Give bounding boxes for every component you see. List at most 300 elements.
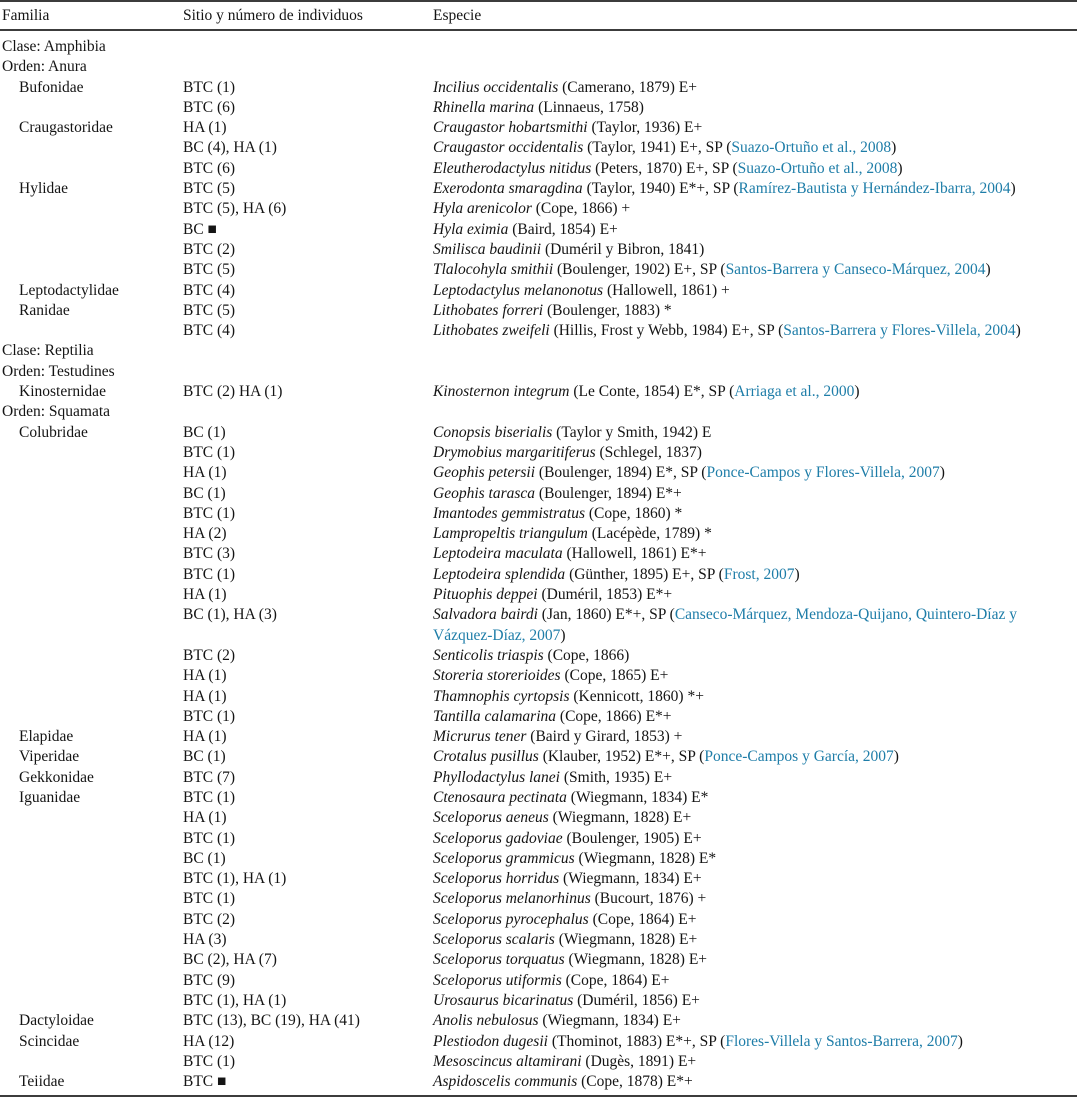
species-authority: (Boulenger, 1905) E+ [562, 829, 702, 847]
family-cell [0, 98, 183, 118]
species-name: Kinosternon integrum [433, 383, 570, 401]
family-cell [0, 910, 183, 930]
species-name: Hyla eximia [433, 220, 509, 238]
species-cell [433, 1032, 1077, 1052]
species-cell [433, 991, 1077, 1011]
site-cell: BTC (1), HA (1) [183, 991, 287, 1009]
family-cell: Iguanidae [19, 788, 81, 806]
column-header-familia: Familia [2, 6, 50, 24]
taxon-group-label: Orden: Anura [2, 58, 87, 76]
species-authority: (Boulenger, 1894) E*+ [535, 484, 682, 502]
site-cell: BTC (2) [183, 910, 236, 928]
species-authority: (Lacépède, 1789) * [587, 525, 712, 543]
species-authority: (Dugès, 1891) E+ [581, 1052, 697, 1070]
species-authority: (Wiegmann, 1828) E+ [548, 809, 692, 827]
family-cell [0, 504, 183, 524]
table-row [0, 666, 1077, 686]
species-authority: (Hillis, Frost y Webb, 1984) E+, SP ( [549, 322, 784, 340]
site-cell: HA (1) [183, 809, 227, 827]
species-authority: (Duméril y Bibron, 1841) [541, 240, 705, 258]
citation-close-paren: ) [985, 261, 991, 279]
table-row [0, 524, 1077, 544]
species-name: Hyla arenicolor [433, 200, 532, 218]
species-cell [433, 889, 1077, 909]
species-cell [433, 869, 1077, 889]
family-cell: Craugastoridae [19, 119, 113, 137]
species-cell [433, 443, 1077, 463]
species-name: Phyllodactylus lanei [433, 768, 560, 786]
citation-link[interactable]: Santos-Barrera y Flores-Villela, 2004 [783, 322, 1016, 340]
site-cell: BTC (1) [183, 1052, 236, 1070]
family-cell [0, 260, 183, 280]
species-authority: (Duméril, 1853) E*+ [537, 586, 673, 604]
taxon-group-row [0, 341, 1077, 361]
site-cell: BC (4), HA (1) [183, 139, 277, 157]
site-cell: HA (12) [183, 1032, 235, 1050]
site-cell: BTC (1) [183, 504, 236, 522]
species-cell [433, 565, 1077, 585]
family-cell [0, 646, 183, 666]
site-cell: BTC (6) [183, 159, 236, 177]
site-cell: BTC ■ [183, 1073, 227, 1091]
family-cell [0, 321, 183, 341]
species-authority: (Schlegel, 1837) [595, 443, 702, 461]
family-cell [0, 159, 183, 179]
species-name: Smilisca baudinii [433, 240, 542, 258]
site-cell: BC (1) [183, 484, 226, 502]
species-authority: (Cope, 1866) + [531, 200, 631, 218]
species-authority: (Wiegmann, 1828) E* [574, 849, 717, 867]
citation-link[interactable]: Suazo-Ortuño et al., 2008 [737, 159, 898, 177]
species-authority: (Boulenger, 1894) E*, SP ( [535, 464, 707, 482]
species-authority: (Boulenger, 1883) * [543, 301, 672, 319]
species-name: Sceloporus utiformis [433, 971, 562, 989]
table-row [0, 930, 1077, 950]
species-authority: (Cope, 1866) E*+ [556, 707, 672, 725]
table-row [0, 544, 1077, 564]
table-row [0, 889, 1077, 909]
table-row [0, 443, 1077, 463]
species-name: Mesoscincus altamirani [433, 1052, 582, 1070]
table-row [0, 910, 1077, 930]
species-name: Lampropeltis triangulum [433, 525, 588, 543]
table-row [0, 423, 1077, 443]
site-cell: BTC (5), HA (6) [183, 200, 287, 218]
species-cell [433, 687, 1077, 707]
species-name: Micrurus tener [433, 728, 527, 746]
table-row [0, 179, 1077, 199]
family-cell [0, 443, 183, 463]
species-name: Incilius occidentalis [433, 78, 559, 96]
species-name: Urosaurus bicarinatus [433, 991, 574, 1009]
table-row [0, 1011, 1077, 1031]
species-cell [433, 199, 1077, 219]
table-row [0, 849, 1077, 869]
site-cell: BTC (9) [183, 971, 236, 989]
table-row [0, 808, 1077, 828]
taxon-group-row [0, 57, 1077, 77]
table-row [0, 788, 1077, 808]
species-name: Sceloporus aeneus [433, 809, 549, 827]
family-cell [0, 869, 183, 889]
species-authority: (Taylor, 1936) E+ [587, 119, 703, 137]
species-authority: (Le Conte, 1854) E*, SP ( [569, 383, 735, 401]
species-cell [433, 605, 1077, 646]
species-name: Senticolis triaspis [433, 646, 544, 664]
species-name: Salvadora bairdi [433, 606, 538, 624]
site-cell: HA (1) [183, 667, 227, 685]
family-cell [0, 687, 183, 707]
site-cell: BTC (4) [183, 281, 236, 299]
table-row [0, 382, 1077, 402]
table-row [0, 768, 1077, 788]
citation-link[interactable]: Ramírez-Bautista y Hernández-Ibarra, 2004 [738, 180, 1011, 198]
family-cell [0, 565, 183, 585]
species-name: Anolis nebulosus [433, 1012, 539, 1030]
species-cell [433, 118, 1077, 138]
species-name: Craugastor hobartsmithi [433, 119, 588, 137]
site-cell: BTC (6) [183, 98, 236, 116]
species-authority: (Wiegmann, 1828) E+ [564, 951, 708, 969]
family-cell [0, 240, 183, 260]
species-cell [433, 910, 1077, 930]
species-cell [433, 463, 1077, 483]
taxon-group-label: Orden: Squamata [2, 403, 111, 421]
citation-close-paren: ) [957, 1032, 963, 1050]
species-name: Aspidoscelis communis [433, 1073, 578, 1091]
family-cell [0, 463, 183, 483]
species-cell [433, 423, 1077, 443]
citation-close-paren: ) [893, 748, 899, 766]
species-authority: (Wiegmann, 1834) E+ [559, 870, 702, 888]
species-name: Crotalus pusillus [433, 748, 539, 766]
family-cell [0, 829, 183, 849]
species-name: Rhinella marina [433, 98, 535, 116]
table-row [0, 281, 1077, 301]
site-cell: HA (1) [183, 586, 227, 604]
species-name: Conopsis biserialis [433, 423, 553, 441]
taxon-group-row [0, 37, 1077, 57]
species-cell [433, 382, 1077, 402]
species-authority: (Hallowell, 1861) E*+ [562, 545, 707, 563]
citation-link[interactable]: Ponce-Campos y García, 2007 [704, 748, 894, 766]
site-cell: BTC (1) [183, 829, 236, 847]
species-authority: (Taylor y Smith, 1942) E [552, 423, 712, 441]
species-name: Sceloporus melanorhinus [433, 890, 591, 908]
table-row [0, 869, 1077, 889]
family-cell [0, 849, 183, 869]
species-authority: (Wiegmann, 1834) E* [566, 788, 709, 806]
site-cell: BC (2), HA (7) [183, 951, 277, 969]
taxon-group-row [0, 362, 1077, 382]
site-cell: BTC (1) [183, 788, 236, 806]
table-row [0, 301, 1077, 321]
species-cell [433, 260, 1077, 280]
family-cell [0, 138, 183, 158]
site-cell: BTC (1) [183, 78, 236, 96]
site-cell: BTC (7) [183, 768, 236, 786]
citation-link[interactable]: Arriaga et al., 2000 [734, 383, 855, 401]
species-authority: (Baird y Girard, 1853) + [526, 728, 683, 746]
species-authority: (Camerano, 1879) E+ [558, 78, 697, 96]
taxon-group-label: Clase: Amphibia [2, 38, 106, 55]
table-row [0, 484, 1077, 504]
species-authority: (Linnaeus, 1758) [534, 98, 644, 116]
family-cell [0, 484, 183, 504]
species-name: Sceloporus gadoviae [433, 829, 563, 847]
family-cell [0, 930, 183, 950]
site-cell: BTC (1), HA (1) [183, 870, 287, 888]
site-cell: BTC (1) [183, 890, 236, 908]
table-row [0, 1072, 1077, 1092]
family-cell: Colubridae [19, 423, 88, 441]
species-name: Sceloporus scalaris [433, 931, 555, 949]
species-cell [433, 950, 1077, 970]
species-authority: (Günther, 1895) E+, SP ( [565, 565, 724, 583]
species-cell [433, 930, 1077, 950]
site-cell: BC (1), HA (3) [183, 606, 277, 624]
table-row [0, 118, 1077, 138]
family-cell: Gekkonidae [19, 768, 94, 786]
citation-link[interactable]: Frost, 2007 [723, 565, 795, 583]
family-cell [0, 707, 183, 727]
species-authority: (Cope, 1865) E+ [560, 667, 669, 685]
family-cell: Kinosternidae [19, 383, 106, 401]
table-row [0, 971, 1077, 991]
site-cell: BTC (4) [183, 322, 236, 340]
citation-close-paren: ) [891, 139, 897, 157]
species-cell [433, 301, 1077, 321]
species-authority: (Smith, 1935) E+ [559, 768, 673, 786]
species-name: Imantodes gemmistratus [433, 504, 585, 522]
table-row [0, 463, 1077, 483]
table-row [0, 138, 1077, 158]
species-authority: (Boulenger, 1902) E+, SP ( [553, 261, 726, 279]
species-cell [433, 727, 1077, 747]
species-authority: (Cope, 1878) E*+ [577, 1073, 693, 1091]
table-header [0, 0, 1077, 31]
species-cell [433, 159, 1077, 179]
species-name: Geophis petersii [433, 464, 536, 482]
table-row [0, 950, 1077, 970]
table-row [0, 220, 1077, 240]
family-cell [0, 950, 183, 970]
species-cell [433, 646, 1077, 666]
citation-link[interactable]: Ponce-Campos y Flores-Villela, 2007 [706, 464, 940, 482]
species-name: Storeria storerioides [433, 667, 561, 685]
species-cell [433, 281, 1077, 301]
species-cell [433, 1052, 1077, 1072]
species-authority: (Baird, 1854) E+ [508, 220, 618, 238]
citation-link[interactable]: Canseco-Márquez, Mendoza-Quijano, Quintero-Díaz y Vázquez-Díaz, 2007 [433, 606, 1017, 644]
table-row [0, 829, 1077, 849]
species-cell [433, 484, 1077, 504]
species-name: Tlalocohyla smithii [433, 261, 554, 279]
species-cell [433, 179, 1077, 199]
species-cell [433, 220, 1077, 240]
family-cell [0, 808, 183, 828]
taxon-group-row [0, 402, 1077, 422]
species-cell [433, 585, 1077, 605]
species-cell [433, 971, 1077, 991]
site-cell: BTC (5) [183, 261, 236, 279]
table-row [0, 260, 1077, 280]
species-cell [433, 666, 1077, 686]
species-cell [433, 1011, 1077, 1031]
column-header-sitio: Sitio y número de individuos [183, 6, 363, 24]
species-authority: (Thominot, 1883) E*+, SP ( [547, 1032, 726, 1050]
site-cell: BTC (13), BC (19), HA (41) [183, 1012, 360, 1030]
family-cell [0, 666, 183, 686]
species-name: Lithobates forreri [433, 301, 544, 319]
site-cell: HA (2) [183, 525, 227, 543]
species-authority: (Taylor, 1941) E+, SP ( [583, 139, 732, 157]
table-row [0, 585, 1077, 605]
table-row [0, 1052, 1077, 1072]
species-authority: (Cope, 1860) * [584, 504, 683, 522]
species-authority: (Kennicott, 1860) *+ [569, 687, 704, 705]
site-cell: BTC (2) [183, 240, 236, 258]
site-cell: BTC (5) [183, 301, 236, 319]
species-cell [433, 808, 1077, 828]
site-cell: BTC (2) [183, 646, 236, 664]
site-cell: HA (1) [183, 464, 227, 482]
species-name: Leptodeira maculata [433, 545, 563, 563]
species-name: Sceloporus horridus [433, 870, 560, 888]
species-name: Leptodactylus melanonotus [433, 281, 604, 299]
species-name: Tantilla calamarina [433, 707, 557, 725]
family-cell [0, 585, 183, 605]
site-cell: HA (3) [183, 931, 227, 949]
species-name: Sceloporus torquatus [433, 951, 565, 969]
site-cell: BTC (5) [183, 180, 236, 198]
site-cell: BC (1) [183, 849, 226, 867]
site-cell: BTC (1) [183, 565, 236, 583]
table-row [0, 504, 1077, 524]
site-cell: BTC (2) HA (1) [183, 383, 283, 401]
species-name: Sceloporus grammicus [433, 849, 575, 867]
family-cell: Scincidae [19, 1032, 80, 1050]
site-cell: BTC (1) [183, 707, 236, 725]
species-cell [433, 240, 1077, 260]
species-name: Geophis tarasca [433, 484, 536, 502]
table-row [0, 240, 1077, 260]
site-cell: HA (1) [183, 687, 227, 705]
family-cell: Dactyloidae [19, 1012, 94, 1030]
citation-close-paren: ) [794, 565, 800, 583]
species-cell [433, 849, 1077, 869]
table-row [0, 565, 1077, 585]
species-cell [433, 98, 1077, 118]
species-cell [433, 321, 1077, 341]
species-cell [433, 768, 1077, 788]
species-name: Leptodeira splendida [433, 565, 566, 583]
site-cell: BC (1) [183, 423, 226, 441]
family-cell: Viperidae [19, 748, 80, 766]
table-row [0, 159, 1077, 179]
species-name: Sceloporus pyrocephalus [433, 910, 589, 928]
site-cell: BC ■ [183, 220, 217, 238]
family-cell [0, 524, 183, 544]
table-row [0, 991, 1077, 1011]
species-cell [433, 524, 1077, 544]
species-name: Pituophis deppei [433, 586, 538, 604]
species-name: Craugastor occidentalis [433, 139, 584, 157]
column-header-especie: Especie [433, 6, 482, 24]
citation-close-paren: ) [897, 159, 903, 177]
species-authority: (Cope, 1864) E+ [561, 971, 670, 989]
species-name: Thamnophis cyrtopsis [433, 687, 570, 705]
citation-close-paren: ) [1010, 180, 1016, 198]
species-authority: (Cope, 1866) [543, 646, 630, 664]
citation-link[interactable]: Suazo-Ortuño et al., 2008 [731, 139, 892, 157]
family-cell [0, 220, 183, 240]
table-row [0, 98, 1077, 118]
species-name: Drymobius margaritiferus [433, 443, 596, 461]
citation-close-paren: ) [560, 626, 566, 644]
species-authority: (Duméril, 1856) E+ [573, 991, 700, 1009]
site-cell: HA (1) [183, 119, 227, 137]
species-name: Eleutherodactylus nitidus [433, 159, 592, 177]
citation-link[interactable]: Flores-Villela y Santos-Barrera, 2007 [725, 1032, 958, 1050]
table-body [0, 31, 1077, 1097]
species-authority: (Bucourt, 1876) + [590, 890, 707, 908]
table-row [0, 78, 1077, 98]
species-cell [433, 78, 1077, 98]
species-cell [433, 747, 1077, 767]
site-cell: BTC (3) [183, 545, 236, 563]
species-authority: (Taylor, 1940) E*+, SP ( [582, 180, 739, 198]
family-cell [0, 991, 183, 1011]
species-name: Plestiodon dugesii [433, 1032, 548, 1050]
species-cell [433, 504, 1077, 524]
citation-close-paren: ) [1015, 322, 1021, 340]
species-authority: (Wiegmann, 1834) E+ [538, 1012, 681, 1030]
species-cell [433, 829, 1077, 849]
family-cell [0, 605, 183, 646]
species-authority: (Klauber, 1952) E*+, SP ( [538, 748, 705, 766]
table-row [0, 1032, 1077, 1052]
table-row [0, 199, 1077, 219]
species-cell [433, 1072, 1077, 1092]
table-row [0, 747, 1077, 767]
site-cell: BC (1) [183, 748, 226, 766]
species-authority: (Peters, 1870) E+, SP ( [591, 159, 738, 177]
species-name: Lithobates zweifeli [433, 322, 550, 340]
family-cell: Ranidae [19, 301, 70, 319]
family-cell [0, 544, 183, 564]
family-cell [0, 199, 183, 219]
family-cell: Bufonidae [19, 78, 84, 96]
species-name: Exerodonta smaragdina [433, 180, 583, 198]
citation-link[interactable]: Santos-Barrera y Canseco-Márquez, 2004 [725, 261, 986, 279]
site-cell: BTC (1) [183, 443, 236, 461]
species-authority: (Hallowell, 1861) + [603, 281, 730, 299]
family-cell [0, 889, 183, 909]
table-row [0, 605, 1077, 646]
family-cell: Teiidae [19, 1073, 65, 1091]
family-cell: Elapidae [19, 728, 74, 746]
species-cell [433, 707, 1077, 727]
taxon-group-label: Clase: Reptilia [2, 342, 94, 360]
species-name: Ctenosaura pectinata [433, 788, 567, 806]
family-cell [0, 971, 183, 991]
table-row [0, 646, 1077, 666]
citation-close-paren: ) [939, 464, 945, 482]
species-authority: (Jan, 1860) E*+, SP ( [537, 606, 675, 624]
species-cell [433, 544, 1077, 564]
family-cell: Leptodactylidae [19, 281, 119, 299]
